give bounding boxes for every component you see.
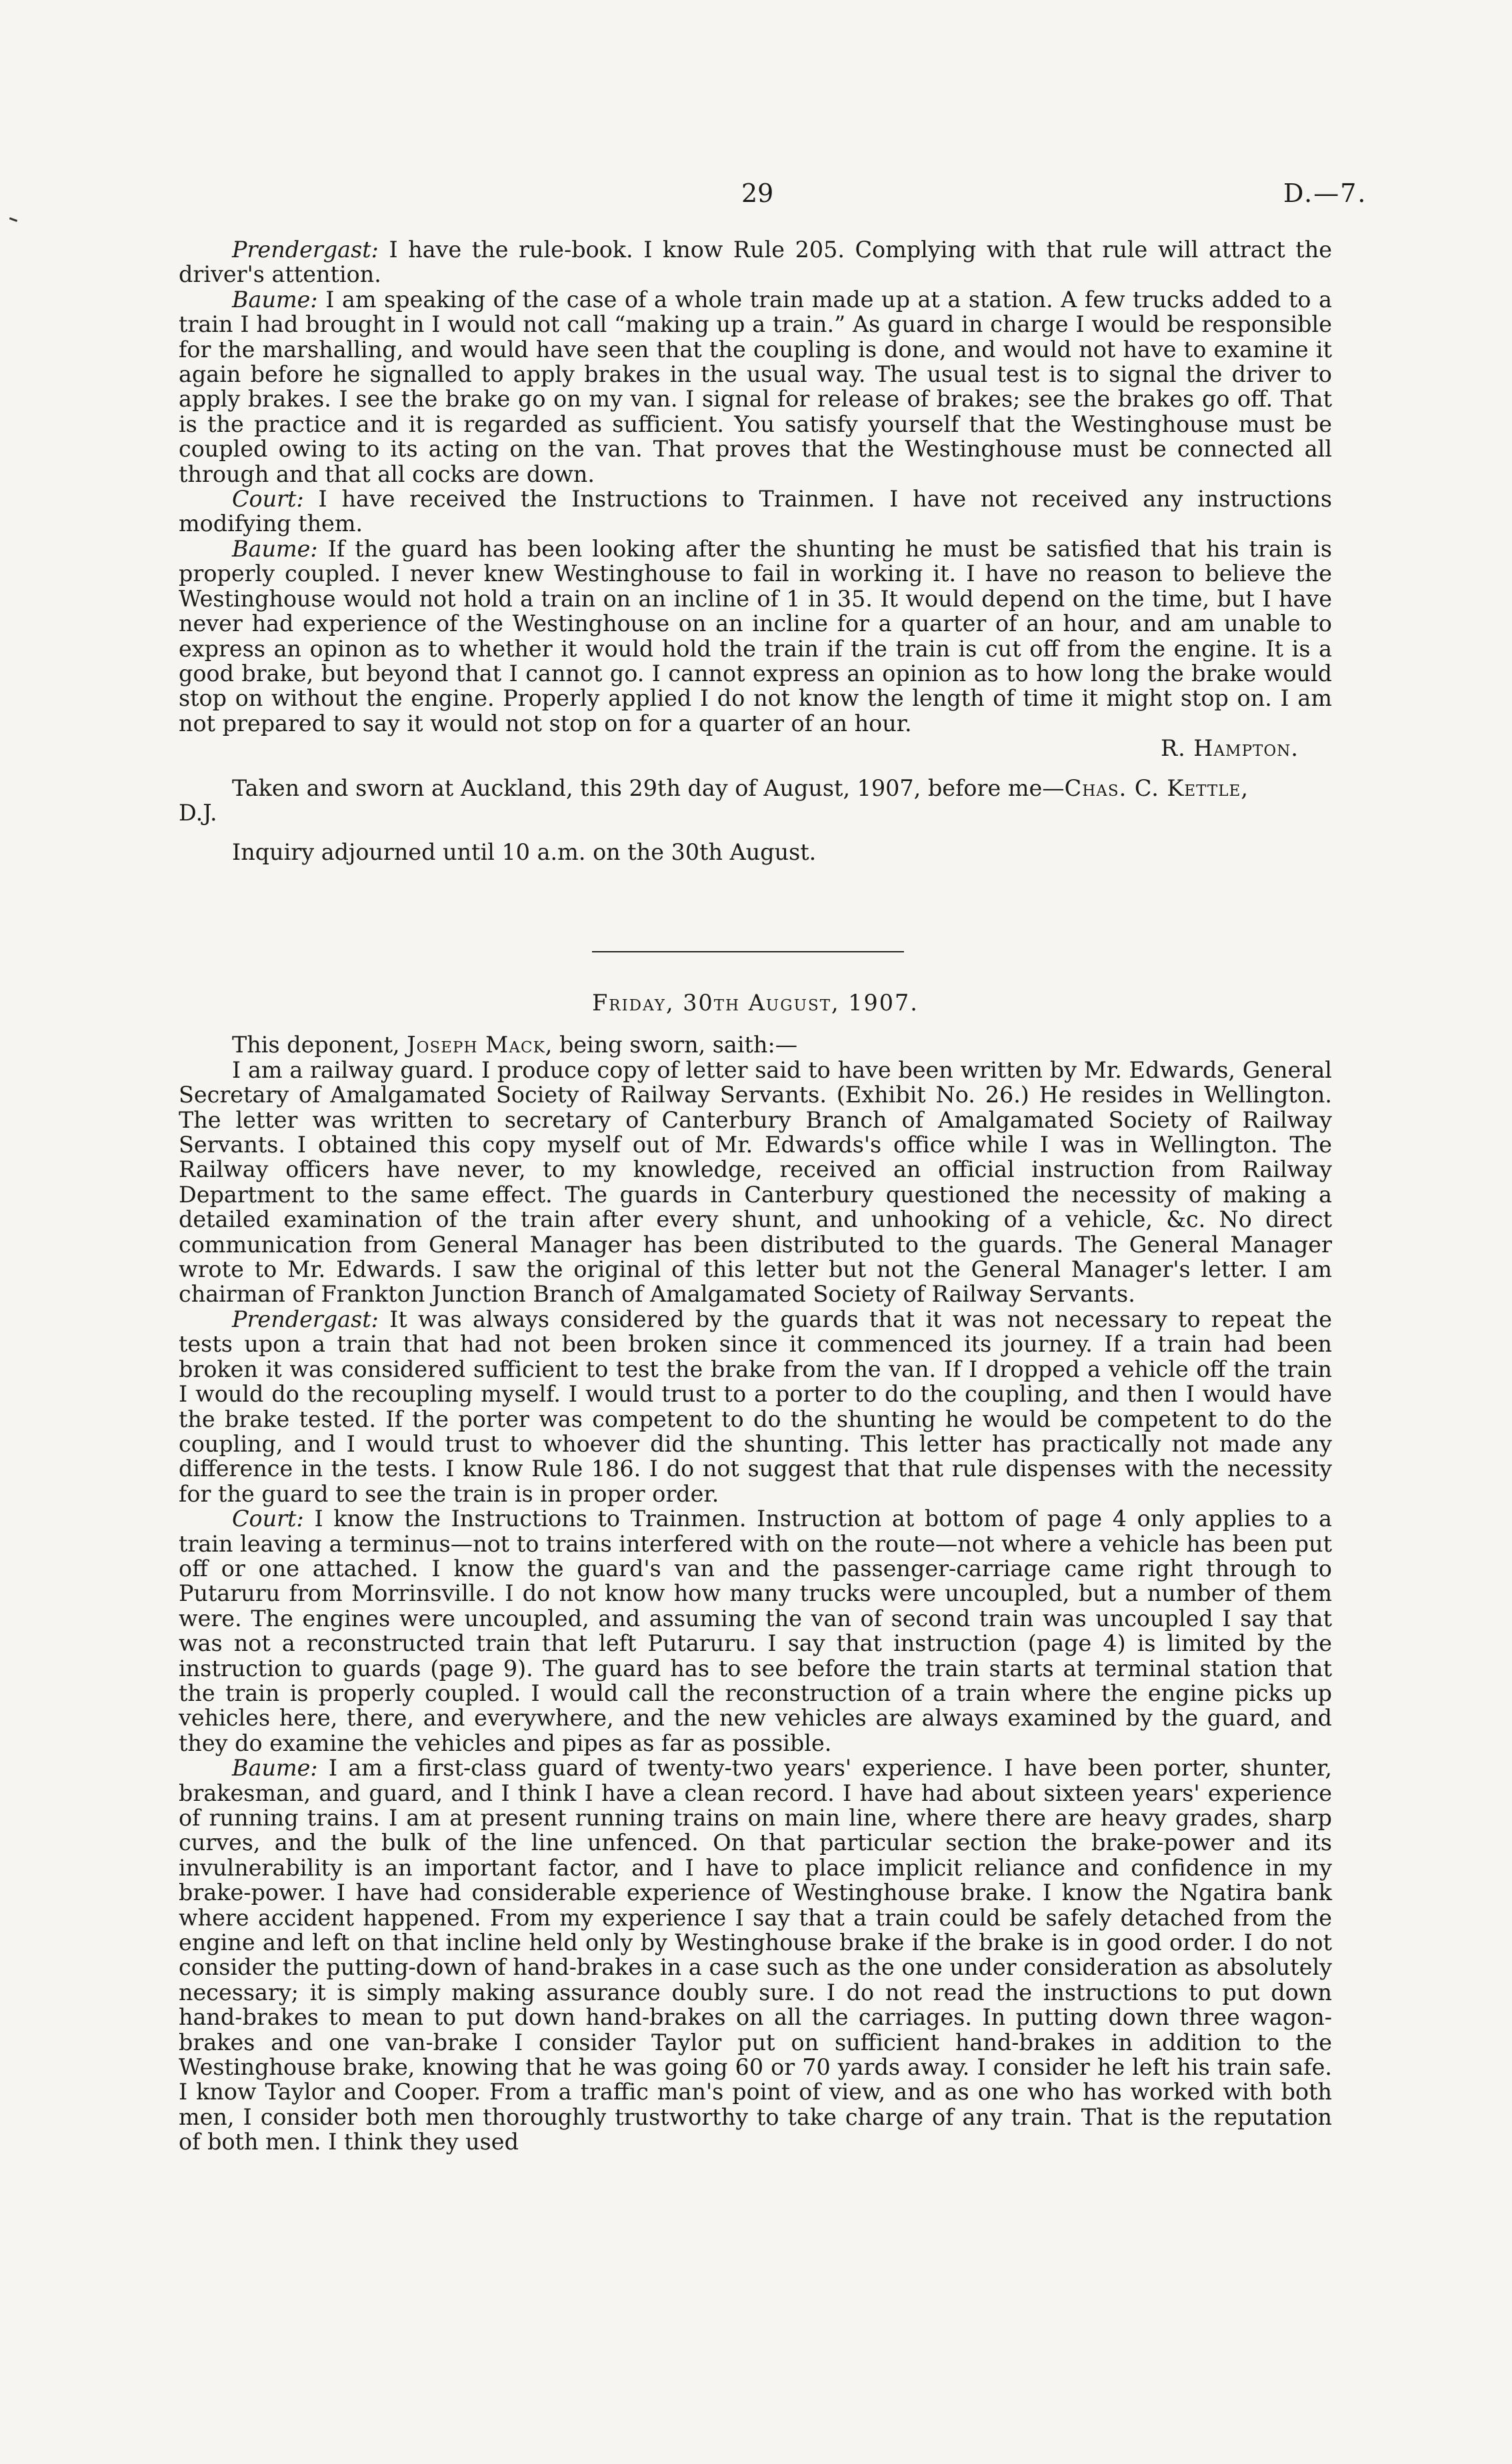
paragraph-text: I have received the Instructions to Trainmen. I have not received any instructions modifying them. — [179, 486, 1332, 537]
magistrate-title: D.J. — [179, 799, 217, 826]
speaker-name: Baume: — [232, 1755, 318, 1782]
paragraph-text: I have the rule-book. I know Rule 205. Complying with that rule will attract the driver's attention. — [179, 237, 1332, 288]
paragraph — [179, 237, 1332, 287]
speaker-name: Prendergast: — [232, 237, 379, 263]
paragraph — [179, 1307, 1332, 1506]
paragraph-text: I am a first-class guard of twenty-two years' experience. I have been porter, shunter, brakesman, and guard, and I think I have a clean record. I have had about sixteen years' experience of running trains. I am at present running trains on main line, where there are heavy grades, sharp curves, and the bulk of the line unfenced. On that particular section the brake-power and its invulnerability is an important factor, and I have to place implicit reliance and confidence in my brake-power. I have had considerable experience of Westinghouse brake. I know the Ngatira bank where accident happened. From my experience I say that a train could be safely detached from the engine and left on that incline held only by Westinghouse brake if the brake is in good order. I do not consider the putting-down of hand-brakes in a case such as the one under consideration as absolutely necessary; it is simply making assurance doubly sure. I do not read the instructions to put down hand-brakes to mean to put down hand-brakes on all the carriages. In putting down three wagon-brakes and one van-brake I consider Taylor put on sufficient hand-brakes in addition to the Westinghouse brake, knowing that he was going 60 or 70 yards away. I consider he left his train safe. I know Taylor and Cooper. From a traffic man's point of view, and as one who has worked with both men, I consider both men thoroughly trustworthy to take charge of any train. That is the reputation of both men. I think they used — [179, 1755, 1332, 2155]
speaker-name: Baume: — [232, 286, 318, 313]
section-divider — [592, 951, 904, 952]
paragraph — [179, 1058, 1332, 1307]
speaker-name: Prendergast: — [232, 1306, 379, 1332]
intro-before: This deponent, — [232, 1032, 407, 1058]
deponent-name: Joseph Mack — [407, 1032, 545, 1058]
adjournment-note: Inquiry adjourned until 10 a.m. on the 30th August. — [232, 839, 817, 866]
page-header — [0, 179, 1512, 219]
paragraph — [179, 1756, 1332, 2155]
page-number: 29 — [741, 179, 774, 208]
paragraph-text: I am speaking of the case of a whole train made up at a station. A few trucks added to a train I had brought in I would not call “making up a train.” As guard in charge I would be responsible for the marshalling, and would have seen that the coupling is done, and would not have to examine it again before he signalled to apply brakes in the usual way. The usual test is to signal the driver to apply brakes. I see the brake go on my van. I signal for release of brakes; see the brakes go off. That is the practice and it is regarded as sufficient. You satisfy yourself that the Westinghouse must be coupled owing to its acting on the van. That proves that the Westinghouse must be connected all through and that all cocks are down. — [179, 286, 1332, 487]
paragraph-text: It was always considered by the guards that it was not necessary to repeat the tests upon a train that had not been broken since it commenced its journey. If a train had been broken it was considered sufficient to test the brake from the van. If I dropped a vehicle off the train I would do the recoupling myself. I would trust to a porter to do the coupling, and then I would have the brake tested. If the porter was competent to do the shunting he would be competent to do the coupling, and I would trust to whoever did the shunting. This letter has practically not made any difference in the tests. I know Rule 186. I do not suggest that that rule dispenses with the necessity for the guard to see the train is in proper order. — [179, 1306, 1332, 1507]
signature: R. Hampton. — [1160, 735, 1299, 762]
magistrate-name: Chas. C. Kettle, — [1064, 774, 1249, 801]
paragraph-text: I know the Instructions to Trainmen. Instruction at bottom of page 4 only applies to a train leaving a terminus—not to trains interfered with on the route—not where a vehicle has been put off or one attached. I know the guard's van and the passenger-carriage came right through to Putaruru from Morrinsville. I do not know how many trucks were uncoupled, but a number of them were. The engines were uncoupled, and assuming the van of second train was uncoupled I say that was not a reconstructed train that left Putaruru. I say that instruction (page 4) is limited by the instruction to guards (page 9). The guard has to see before the train starts at terminal station that the train is properly coupled. I would call the reconstruction of a train where the engine picks up vehicles here, there, and everywhere, and the new vehicles are always examined by the guard, and they do examine the vehicles and pipes as far as possible. — [179, 1506, 1332, 1756]
speaker-name: Baume: — [232, 535, 318, 562]
sworn-text: Taken and sworn at Auckland, this 29th day of August, 1907, before me— — [232, 774, 1065, 801]
paragraph — [179, 1506, 1332, 1756]
testimony-hampton — [179, 237, 1332, 865]
paragraph — [179, 487, 1332, 537]
section-heading: Friday, 30th August, 1907. — [592, 990, 919, 1016]
speaker-name: Court: — [232, 486, 304, 513]
deponent-intro — [179, 1032, 1332, 1057]
paragraph — [179, 287, 1332, 487]
speaker-name: Court: — [232, 1506, 304, 1532]
document-reference: D.—7. — [1283, 179, 1367, 208]
intro-after: , being sworn, saith:— — [545, 1032, 798, 1058]
paragraph-text: I am a railway guard. I produce copy of letter said to have been written by Mr. Edwards, General Secretary of Amalgamated Society of Railway Servants. (Exhibit No. 26.) He resides in Wellington. The letter was written to secretary of Canterbury Branch of Amalgamated Society of Railway Servants. I obtained this copy myself out of Mr. Edwards's office while I was in Wellington. The Railway officers have never, to my knowledge, received an official instruction from Railway Department to the same effect. The guards in Canterbury questioned the necessity of making a detailed examination of the train after every shunt, and unhooking of a vehicle, &c. No direct communication from General Manager has been distributed to the guards. The General Manager wrote to Mr. Edwards. I saw the original of this letter but not the General Manager's letter. I am chairman of Frankton Junction Branch of Amalgamated Society of Railway Servants. — [179, 1056, 1332, 1308]
sworn-statement — [179, 776, 1332, 826]
paragraph — [179, 537, 1332, 736]
paragraph-text: If the guard has been looking after the shunting he must be satisfied that his train is properly coupled. I never knew Westinghouse to fail in working it. I have no reason to believe the Westinghouse would not hold a train on an incline of 1 in 35. It would depend on the time, but I have never had experience of the Westinghouse on an incline for a quarter of an hour, and am unable to express an opinon as to whether it would hold the train if the train is cut off from the engine. It is a good brake, but beyond that I cannot go. I cannot express an opinion as to how long the brake would stop on without the engine. Properly applied I do not know the length of time it might stop on. I am not prepared to say it would not stop on for a quarter of an hour. — [179, 535, 1332, 736]
testimony-mack — [179, 990, 1332, 2155]
